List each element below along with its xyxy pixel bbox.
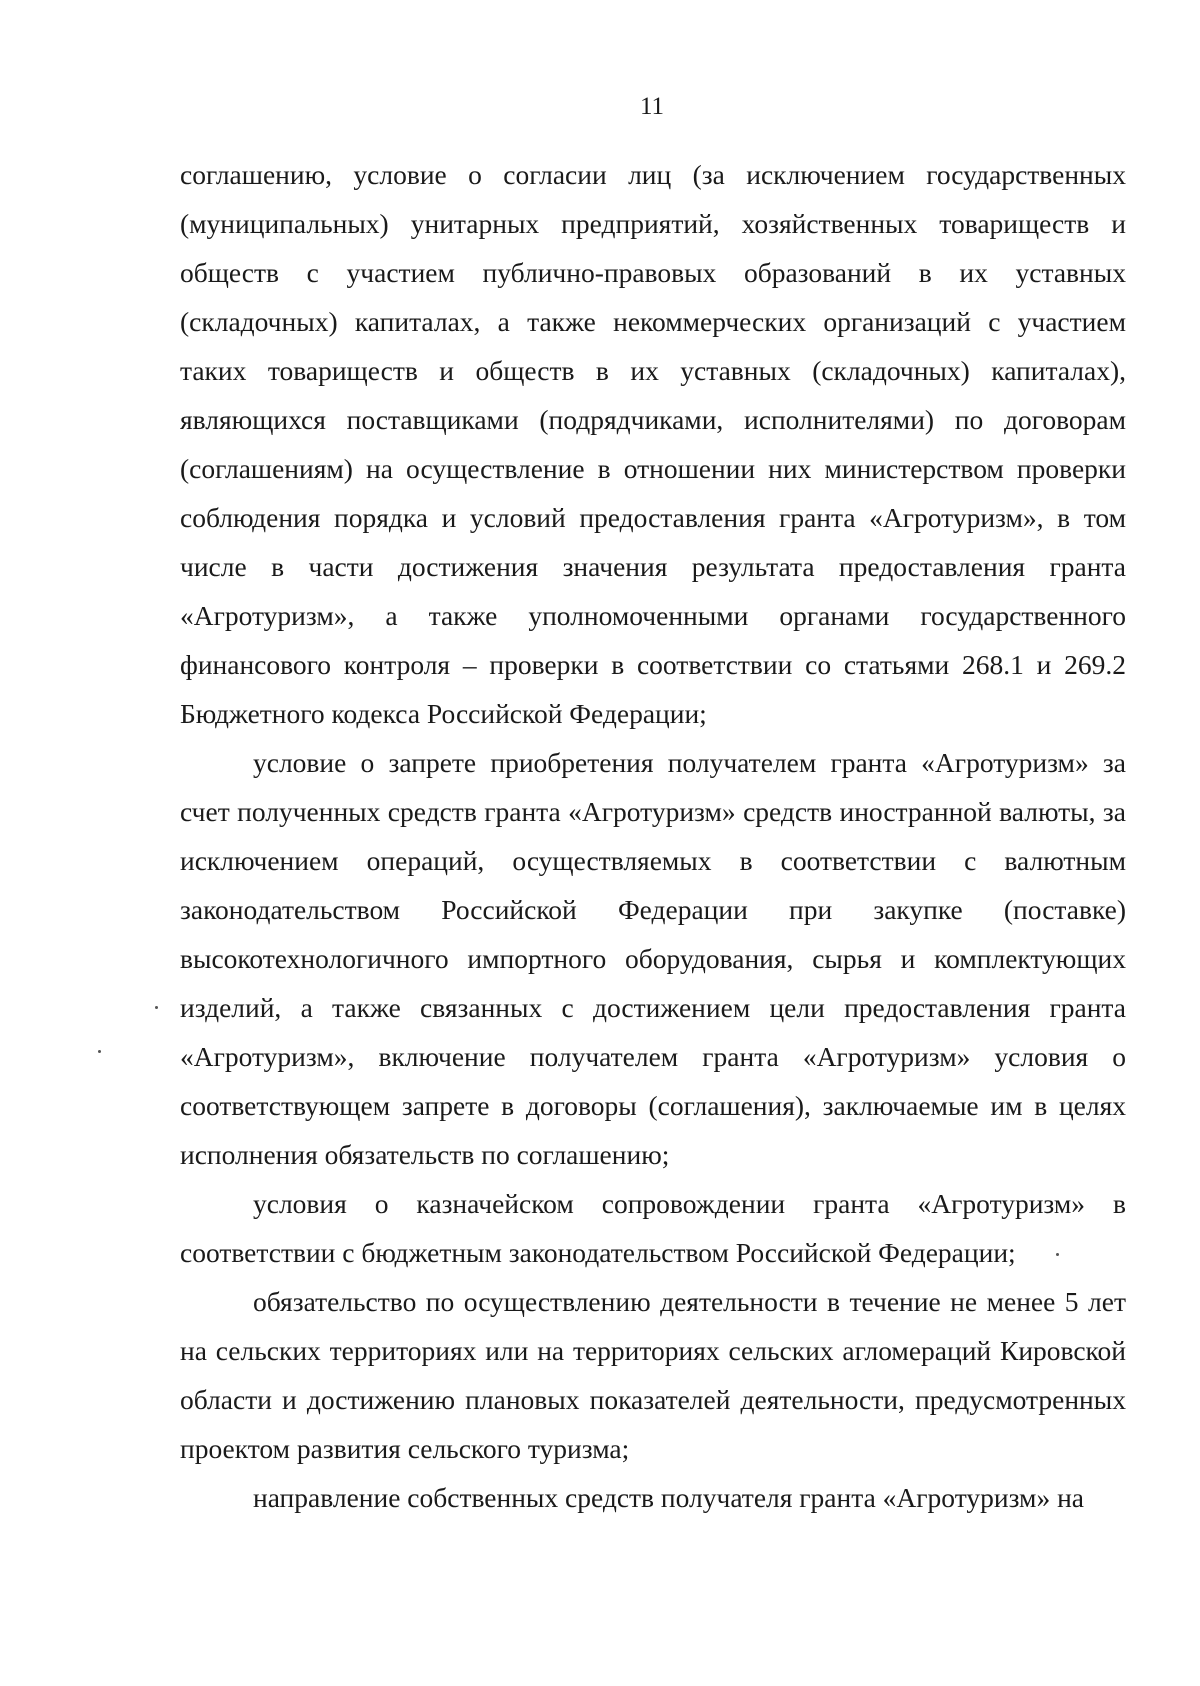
paragraph-own-funds: направление собственных средств получателя гранта «Агротуризм» на <box>253 1482 1084 1513</box>
scan-speck <box>98 1050 101 1053</box>
page-number: 11 <box>639 93 665 120</box>
scan-speck <box>1056 1253 1059 1256</box>
document-body <box>180 150 1126 1522</box>
paragraph-activity-obligation: обязательство по осуществлению деятельности в течение не менее 5 лет на сельских территориях или на территориях сельских агломераций Кировской области и достижению плановых показателей деятельности, предусмотренных проектом развития сельского туризма; <box>180 1286 1126 1464</box>
scan-speck <box>155 1006 158 1009</box>
paragraph-treasury-support: условия о казначейском сопровождении гранта «Агротуризм» в соответствии с бюджетным законодательством Российской Федерации; <box>180 1188 1126 1268</box>
paragraph-agreement-consent: соглашению, условие о согласии лиц (за исключением государственных (муниципальных) унитарных предприятий, хозяйственных товариществ и обществ с участием публично-правовых образований в их уставных (складочных) капиталах, а также некоммерческих организаций с участием таких товариществ и обществ в их уставных (складочных) капиталах), являющихся поставщиками (подрядчиками, исполнителями) по договорам (соглашениям) на осуществление в отношении них министерством проверки соблюдения порядка и условий предоставления гранта «Агротуризм», в том числе в части достижения значения результата предоставления гранта «Агротуризм», а также уполномоченными органами государственного финансового контроля – проверки в соответствии со статьями 268.1 и 269.2 Бюджетного кодекса Российской Федерации; <box>180 159 1126 729</box>
paragraph-foreign-currency-ban: условие о запрете приобретения получателем гранта «Агротуризм» за счет полученных средств гранта «Агротуризм» средств иностранной валюты, за исключением операций, осуществляемых в соответствии с валютным законодательством Российской Федерации при закупке (поставке) высокотехнологичного импортного оборудования, сырья и комплектующих изделий, а также связанных с достижением цели предоставления гранта «Агротуризм», включение получателем гранта «Агротуризм» условия о соответствующем запрете в договоры (соглашения), заключаемые им в целях исполнения обязательств по соглашению; <box>180 747 1126 1170</box>
